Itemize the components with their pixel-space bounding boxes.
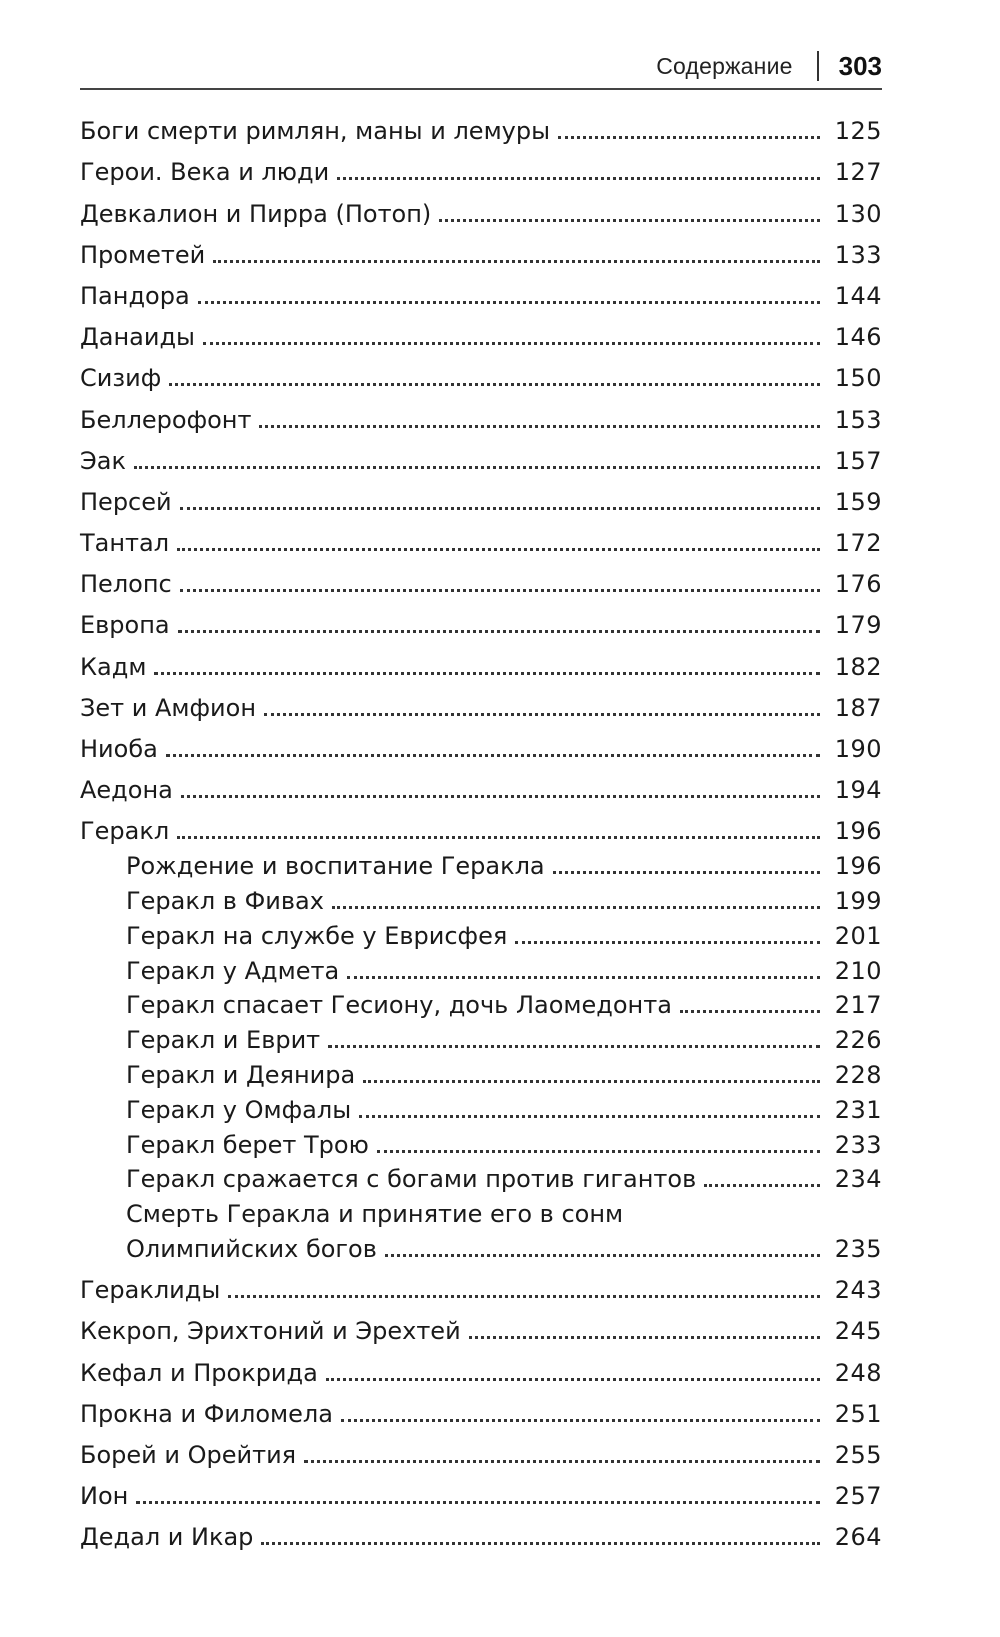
toc-entry-title: Зет и Амфион bbox=[80, 693, 257, 722]
dot-leader bbox=[680, 1010, 820, 1013]
toc-entry-page: 144 bbox=[834, 281, 882, 310]
toc-entry-page: 257 bbox=[834, 1482, 882, 1511]
toc-entry-page: 179 bbox=[834, 611, 882, 640]
toc-entry-page: 234 bbox=[834, 1165, 882, 1194]
dot-leader bbox=[213, 260, 820, 263]
dot-leader bbox=[261, 1542, 820, 1545]
toc-subentry[interactable] bbox=[80, 1023, 882, 1058]
toc-entry-page: 248 bbox=[834, 1358, 882, 1387]
dot-leader bbox=[136, 1501, 820, 1504]
toc-entry-page: 172 bbox=[834, 529, 882, 558]
dot-leader bbox=[154, 672, 820, 675]
toc-entry[interactable] bbox=[80, 1349, 882, 1390]
toc-entry-page: 243 bbox=[834, 1276, 882, 1305]
dot-leader bbox=[203, 342, 820, 345]
toc-entry-title: Персей bbox=[80, 487, 172, 516]
dot-leader bbox=[181, 795, 820, 798]
toc-entry-page: 228 bbox=[834, 1060, 882, 1089]
toc-entry-page: 182 bbox=[834, 652, 882, 681]
header-rule bbox=[80, 88, 882, 90]
toc-subentry[interactable] bbox=[80, 1093, 882, 1128]
toc-entry-page: 233 bbox=[834, 1130, 882, 1159]
dot-leader bbox=[341, 1419, 820, 1422]
toc-entry-page: 159 bbox=[834, 487, 882, 516]
toc-entry-title: Эак bbox=[80, 446, 126, 475]
toc-entry[interactable] bbox=[80, 273, 882, 314]
dot-leader bbox=[328, 1045, 820, 1048]
toc-entry-page: 251 bbox=[834, 1399, 882, 1428]
toc-subentry[interactable] bbox=[80, 884, 882, 919]
toc-entry[interactable] bbox=[80, 1267, 882, 1308]
toc-subentry[interactable] bbox=[80, 1128, 882, 1163]
toc-entry-title: Боги смерти римлян, маны и лемуры bbox=[80, 117, 551, 146]
toc-entry[interactable] bbox=[80, 1473, 882, 1514]
toc-entry-title: Сизиф bbox=[80, 364, 162, 393]
toc-entry[interactable] bbox=[80, 396, 882, 437]
toc-entry-title: Борей и Орейтия bbox=[80, 1440, 297, 1469]
dot-leader bbox=[332, 906, 820, 909]
toc-entry-page: 190 bbox=[834, 735, 882, 763]
dot-leader bbox=[180, 589, 820, 592]
toc-entry-title: Кадм bbox=[80, 652, 147, 681]
toc-subentry[interactable] bbox=[80, 849, 882, 884]
toc-entry-title: Аедона bbox=[80, 776, 173, 805]
toc-entry-title: Рождение и воспитание Геракла bbox=[126, 852, 545, 881]
table-of-contents bbox=[80, 108, 882, 1555]
toc-entry-title: Европа bbox=[80, 611, 170, 640]
toc-entry-title: Ион bbox=[80, 1482, 129, 1511]
dot-leader bbox=[337, 177, 820, 180]
toc-entry-title: Геракл и Еврит bbox=[126, 1026, 321, 1055]
toc-subentry[interactable] bbox=[80, 1058, 882, 1093]
toc-entry-page: 226 bbox=[834, 1026, 882, 1055]
toc-subentry[interactable] bbox=[80, 954, 882, 989]
toc-entry-title: Тантал bbox=[80, 529, 170, 558]
toc-entry-title: Геракл берет Трою bbox=[126, 1130, 369, 1159]
toc-entry-page: 255 bbox=[834, 1440, 882, 1469]
header-page-number: 303 bbox=[838, 50, 882, 81]
toc-entry[interactable] bbox=[80, 108, 882, 149]
running-header bbox=[80, 50, 882, 82]
toc-entry[interactable] bbox=[80, 561, 882, 602]
toc-entry-page: 210 bbox=[834, 956, 882, 985]
toc-entry[interactable] bbox=[80, 602, 882, 643]
toc-entry-page: 201 bbox=[834, 921, 882, 950]
dot-leader bbox=[169, 383, 820, 386]
toc-entry[interactable] bbox=[80, 685, 882, 726]
toc-entry-page: 199 bbox=[834, 886, 882, 915]
toc-entry[interactable] bbox=[80, 808, 882, 849]
dot-leader bbox=[347, 976, 820, 979]
dot-leader bbox=[178, 630, 820, 633]
toc-entry[interactable] bbox=[80, 767, 882, 808]
toc-entry-title: Пандора bbox=[80, 281, 190, 310]
dot-leader bbox=[359, 1115, 820, 1118]
dot-leader bbox=[326, 1378, 820, 1381]
dot-leader bbox=[177, 548, 820, 551]
toc-entry-title: Данаиды bbox=[80, 323, 195, 352]
toc-entry-page: 217 bbox=[834, 991, 882, 1020]
dot-leader bbox=[515, 941, 820, 944]
toc-entry-title: Геракл сражается с богами против гигантов bbox=[126, 1165, 697, 1194]
toc-entry-page: 231 bbox=[834, 1095, 882, 1124]
dot-leader bbox=[259, 425, 820, 428]
toc-entry-page: 146 bbox=[834, 323, 882, 352]
toc-entry-page: 245 bbox=[834, 1317, 882, 1346]
header-title: Содержание bbox=[656, 52, 793, 79]
toc-entry-page: 176 bbox=[834, 570, 882, 599]
toc-entry-page: 187 bbox=[834, 693, 882, 722]
dot-leader bbox=[264, 713, 820, 716]
toc-entry-page: 264 bbox=[834, 1523, 882, 1552]
toc-entry-page: 196 bbox=[834, 817, 882, 846]
toc-entry-title: Кекроп, Эрихтоний и Эрехтей bbox=[80, 1317, 461, 1346]
dot-leader bbox=[198, 301, 820, 304]
toc-entry-title: Геракл и Деянира bbox=[126, 1060, 356, 1089]
toc-entry-page: 194 bbox=[834, 776, 882, 805]
toc-entry-title: Беллерофонт bbox=[80, 405, 252, 434]
toc-entry[interactable] bbox=[80, 355, 882, 396]
toc-entry-page: 125 bbox=[834, 117, 882, 146]
toc-entry-title: Герои. Века и люди bbox=[80, 158, 330, 187]
toc-subentry[interactable] bbox=[80, 989, 882, 1024]
toc-subentry[interactable] bbox=[80, 1163, 882, 1198]
dot-leader bbox=[228, 1295, 820, 1298]
toc-entry-page: 196 bbox=[834, 852, 882, 881]
toc-entry-page: 130 bbox=[834, 199, 882, 228]
dot-leader bbox=[704, 1184, 820, 1187]
toc-entry[interactable] bbox=[80, 726, 882, 767]
toc-entry-title: Кефал и Прокрида bbox=[80, 1358, 318, 1387]
toc-entry-title: Геракл у Омфалы bbox=[126, 1095, 352, 1124]
toc-entry-title: Девкалион и Пирра (Потоп) bbox=[80, 199, 432, 228]
toc-entry[interactable] bbox=[80, 1514, 882, 1555]
toc-entry[interactable] bbox=[80, 1432, 882, 1473]
toc-entry-title: Дедал и Икар bbox=[80, 1523, 254, 1552]
toc-subentry-multiline[interactable] bbox=[80, 1197, 882, 1267]
toc-subentry[interactable] bbox=[80, 919, 882, 954]
toc-entry[interactable] bbox=[80, 438, 882, 479]
dot-leader bbox=[363, 1080, 820, 1083]
toc-entry[interactable] bbox=[80, 479, 882, 520]
dot-leader bbox=[553, 871, 820, 874]
dot-leader bbox=[385, 1254, 820, 1257]
toc-entry[interactable] bbox=[80, 149, 882, 190]
toc-entry[interactable] bbox=[80, 643, 882, 684]
toc-entry-page: 133 bbox=[834, 240, 882, 269]
dot-leader bbox=[439, 219, 820, 222]
toc-entry[interactable] bbox=[80, 232, 882, 273]
toc-entry-title-line1: Смерть Геракла и принятие его в сонм bbox=[126, 1200, 624, 1229]
toc-entry-title: Геракл спасает Гесиону, дочь Лаомедонта bbox=[126, 991, 672, 1020]
toc-entry-page: 150 bbox=[834, 364, 882, 393]
toc-entry[interactable] bbox=[80, 190, 882, 231]
toc-entry-title: Геракл на службе у Еврисфея bbox=[126, 921, 508, 950]
dot-leader bbox=[377, 1150, 820, 1153]
toc-entry-title-line2: Олимпийских богов bbox=[126, 1234, 377, 1263]
dot-leader bbox=[177, 836, 820, 839]
toc-entry-page: 127 bbox=[834, 158, 882, 187]
toc-entry-title: Прометей bbox=[80, 240, 206, 269]
toc-entry-title: Ниоба bbox=[80, 735, 158, 763]
dot-leader bbox=[469, 1336, 820, 1339]
toc-entry-title: Геракл у Адмета bbox=[126, 956, 340, 985]
toc-entry-title: Геракл bbox=[80, 817, 170, 846]
toc-entry-title: Гераклиды bbox=[80, 1276, 221, 1305]
dot-leader bbox=[558, 136, 820, 139]
toc-entry-page: 235 bbox=[834, 1234, 882, 1263]
dot-leader bbox=[304, 1460, 820, 1463]
toc-entry-title: Прокна и Филомела bbox=[80, 1399, 333, 1428]
toc-entry-title: Пелопс bbox=[80, 570, 172, 599]
toc-entry[interactable] bbox=[80, 520, 882, 561]
toc-entry-title: Геракл в Фивах bbox=[126, 886, 324, 915]
toc-entry[interactable] bbox=[80, 1308, 882, 1349]
header-separator bbox=[817, 51, 819, 81]
toc-entry[interactable] bbox=[80, 314, 882, 355]
dot-leader bbox=[180, 507, 820, 510]
toc-entry-page: 153 bbox=[834, 405, 882, 434]
dot-leader bbox=[166, 754, 820, 757]
toc-entry-page: 157 bbox=[834, 446, 882, 475]
toc-entry[interactable] bbox=[80, 1391, 882, 1432]
dot-leader bbox=[134, 466, 820, 469]
